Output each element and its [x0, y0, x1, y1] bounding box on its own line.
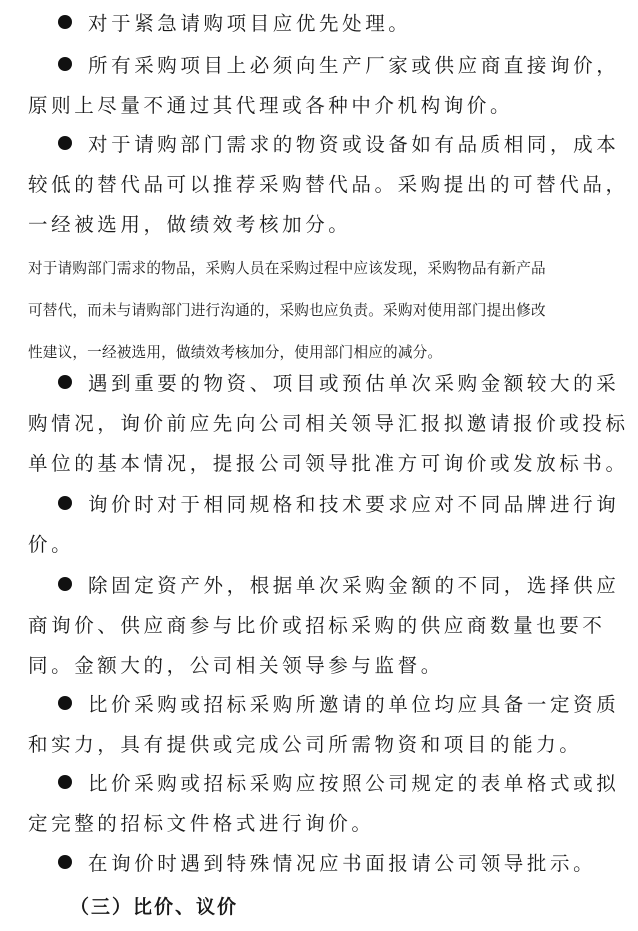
- bullet-dot: [58, 696, 72, 710]
- paragraph-line: 询价时对于相同规格和技术要求应对不同品牌进行询: [88, 493, 620, 516]
- bullet-paragraph-9: [28, 844, 597, 884]
- paragraph-line: 对于请购部门需求的物品，采购人员在采购过程中应该发现，采购物品有新产品: [28, 260, 546, 277]
- bullet-dot: [58, 375, 72, 389]
- bullet-dot: [58, 775, 72, 789]
- bullet-paragraph-6: [28, 566, 620, 686]
- paragraph-line: 原则上尽量不通过其代理或各种中介机构询价。: [28, 94, 514, 117]
- paragraph-line: 在询价时遇到特殊情况应书面报请公司领导批示。: [88, 852, 597, 875]
- bullet-dot: [58, 57, 72, 71]
- paragraph-line: 价。: [28, 533, 75, 556]
- plain-paragraph: [28, 248, 590, 374]
- bullet-dot: [58, 136, 72, 150]
- paragraph-line: 对于紧急请购项目应优先处理。: [88, 12, 412, 35]
- paragraph-line: 和实力，具有提供或完成公司所需物资和项目的能力。: [28, 733, 583, 756]
- paragraph-line: 购情况，询价前应先向公司相关领导汇报拟邀请报价或投标: [28, 412, 629, 435]
- bullet-paragraph-1: [28, 4, 590, 44]
- paragraph-line: 同。金额大的，公司相关领导参与监督。: [28, 654, 444, 677]
- paragraph-line: 较低的替代品可以推荐采购替代品。采购提出的可替代品，: [28, 173, 629, 196]
- paragraph-line: 定完整的招标文件格式进行询价。: [28, 812, 375, 835]
- paragraph-line: 除固定资产外，根据单次采购金额的不同，选择供应: [88, 574, 620, 597]
- paragraph-line: 性建议，一经被选用，做绩效考核加分，使用部门相应的减分。: [28, 344, 443, 361]
- bullet-dot: [58, 855, 72, 869]
- bullet-paragraph-7: [28, 685, 620, 765]
- paragraph-line: 一经被选用，做绩效考核加分。: [28, 213, 352, 236]
- bullet-dot: [58, 577, 72, 591]
- bullet-paragraph-4: [28, 364, 629, 484]
- bullet-dot: [58, 496, 72, 510]
- paragraph-line: 商询价、供应商参与比价或招标采购的供应商数量也要不: [28, 614, 606, 637]
- paragraph-line: 所有采购项目上必须向生产厂家或供应商直接询价，: [88, 54, 620, 77]
- paragraph-line: 比价采购或招标采购应按照公司规定的表单格式或拟: [88, 772, 620, 795]
- bullet-paragraph-8: [28, 764, 620, 844]
- bullet-paragraph-5: [28, 485, 620, 565]
- paragraph-line: 单位的基本情况，提报公司领导批准方可询价或发放标书。: [28, 452, 629, 475]
- paragraph-line: 可替代，而未与请购部门进行沟通的，采购也应负责。采购对使用部门提出修改: [28, 302, 546, 319]
- paragraph-line: 遇到重要的物资、项目或预估单次采购金额较大的采: [88, 372, 620, 395]
- section-heading: （三）比价、议价: [70, 896, 239, 918]
- bullet-paragraph-2: [28, 46, 620, 126]
- bullet-paragraph-3: [28, 125, 629, 245]
- paragraph-line: 对于请购部门需求的物资或设备如有品质相同，成本: [88, 133, 620, 156]
- bullet-dot: [58, 15, 72, 29]
- paragraph-line: 比价采购或招标采购所邀请的单位均应具备一定资质: [88, 693, 620, 716]
